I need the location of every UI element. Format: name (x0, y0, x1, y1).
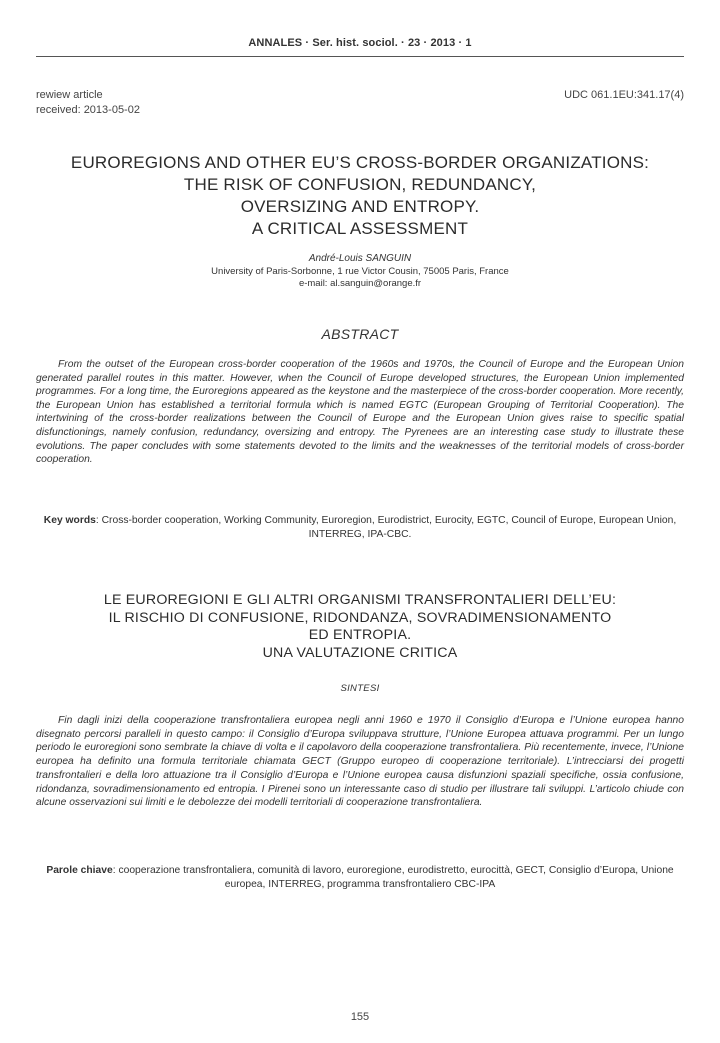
header-rule (36, 56, 684, 57)
article-title (36, 152, 684, 240)
parole-chiave-label: Parole chiave (46, 865, 113, 876)
author-block (36, 253, 684, 291)
udc-code: UDC 061.1EU:341.17(4) (564, 89, 684, 101)
title-line: A CRITICAL ASSESSMENT (251, 219, 469, 238)
parole-chiave-text: : cooperazione transfrontaliera, comunità di lavoro, euroregione, eurodistretto, eurocittà, GECT, Consiglio d’Europa, Unione europea, INTERREG, programma transfrontaliero CBC-IPA (112, 865, 674, 890)
keywords (36, 514, 684, 541)
keywords-label: Key words (43, 515, 96, 526)
sintesi-text: Fin dagli inizi della cooperazione transfrontaliera europea negli anni 1960 e 1970 il Consiglio d’Europa e l’Unione europea hanno disegnato percorsi paralleli in questo campo: il Consiglio d’Europa sviluppava strutture, l’Unione Europea attuava programmi. Per un lungo periodo le euroregioni sono sembrate la chiave di volta e il capolavoro della cooperazione transfrontaliera. Più recentemente, invece, l’Unione europea ha definito una formula territoriale chiamata GECT (Gruppo europeo di cooperazione territoriale). L’intrecciarsi dei progetti transfrontalieri e della loro attuazione tra il Consiglio d’Europa e l’Unione europea causa disfunzioni spaziali specifiche, ossia confusione, ridondanza, sovradimensionamento ed entropia. I Pirenei sono un interessante caso di studio per illustrare tali sviluppi. L’articolo chiude con alcune osservazioni sui limiti e le debolezze dei modelli territoriali di cooperazione transfrontaliera. (36, 715, 684, 809)
italian-title (36, 592, 684, 662)
sintesi-heading: SINTESI (340, 683, 380, 694)
italian-title-line: ED ENTROPIA. (308, 627, 412, 643)
running-head: ANNALES · Ser. hist. sociol. · 23 · 2013 · 1 (248, 37, 472, 49)
parole-chiave (36, 864, 684, 891)
author-name: André-Louis SANGUIN (308, 253, 412, 264)
article-type: rewiew article (36, 89, 103, 101)
abstract-heading: ABSTRACT (321, 326, 399, 342)
received-date: received: 2013-05-02 (36, 104, 140, 116)
abstract-text: From the outset of the European cross-border cooperation of the 1960s and 1970s, the Council of Europe and the European Union generated parallel routes in this matter. However, when the Council of Europe developed structures, the European Union implemented programmes. For a long time, the Euroregions appeared as the keystone and the masterpiece of the cross-border cooperation. More recently, the European Union has established a territorial formula which is named EGTC (European Grouping of Territorial Cooperation). The intertwining of the cross-border realizations between the Council of Europe and the European Union gives raise to specific spatial disfunctionings, namely confusion, redundancy, oversizing and entropy. The Pyrenees are an interesting case study to illustrate these evolutions. The paper concludes with some statements devoted to the limits and the weaknesses of the territorial models of cross-border cooperation. (36, 359, 684, 466)
author-affiliation: University of Paris-Sorbonne, 1 rue Victor Cousin, 75005 Paris, France (211, 265, 509, 277)
italian-title-line: UNA VALUTAZIONE CRITICA (262, 644, 458, 661)
title-line: EUROREGIONS AND OTHER EU’S CROSS-BORDER ORGANIZATIONS: (70, 153, 650, 172)
page-number: 155 (350, 1011, 370, 1023)
keywords-text: : Cross-border cooperation, Working Community, Euroregion, Eurodistrict, Eurocity, EGTC, Council of Europe, European Union, INTERREG, IPA-CBC. (95, 515, 677, 540)
italian-title-line: LE EUROREGIONI E GLI ALTRI ORGANISMI TRANSFRONTALIERI DELL’EU: (103, 592, 617, 608)
title-line: THE RISK OF CONFUSION, REDUNDANCY, (183, 175, 537, 194)
italian-title-line: IL RISCHIO DI CONFUSIONE, RIDONDANZA, SOVRADIMENSIONAMENTO (108, 609, 612, 626)
author-email: e-mail: al.sanguin@orange.fr (298, 278, 422, 289)
title-line: OVERSIZING AND ENTROPY. (240, 197, 480, 216)
article-meta (36, 88, 140, 118)
